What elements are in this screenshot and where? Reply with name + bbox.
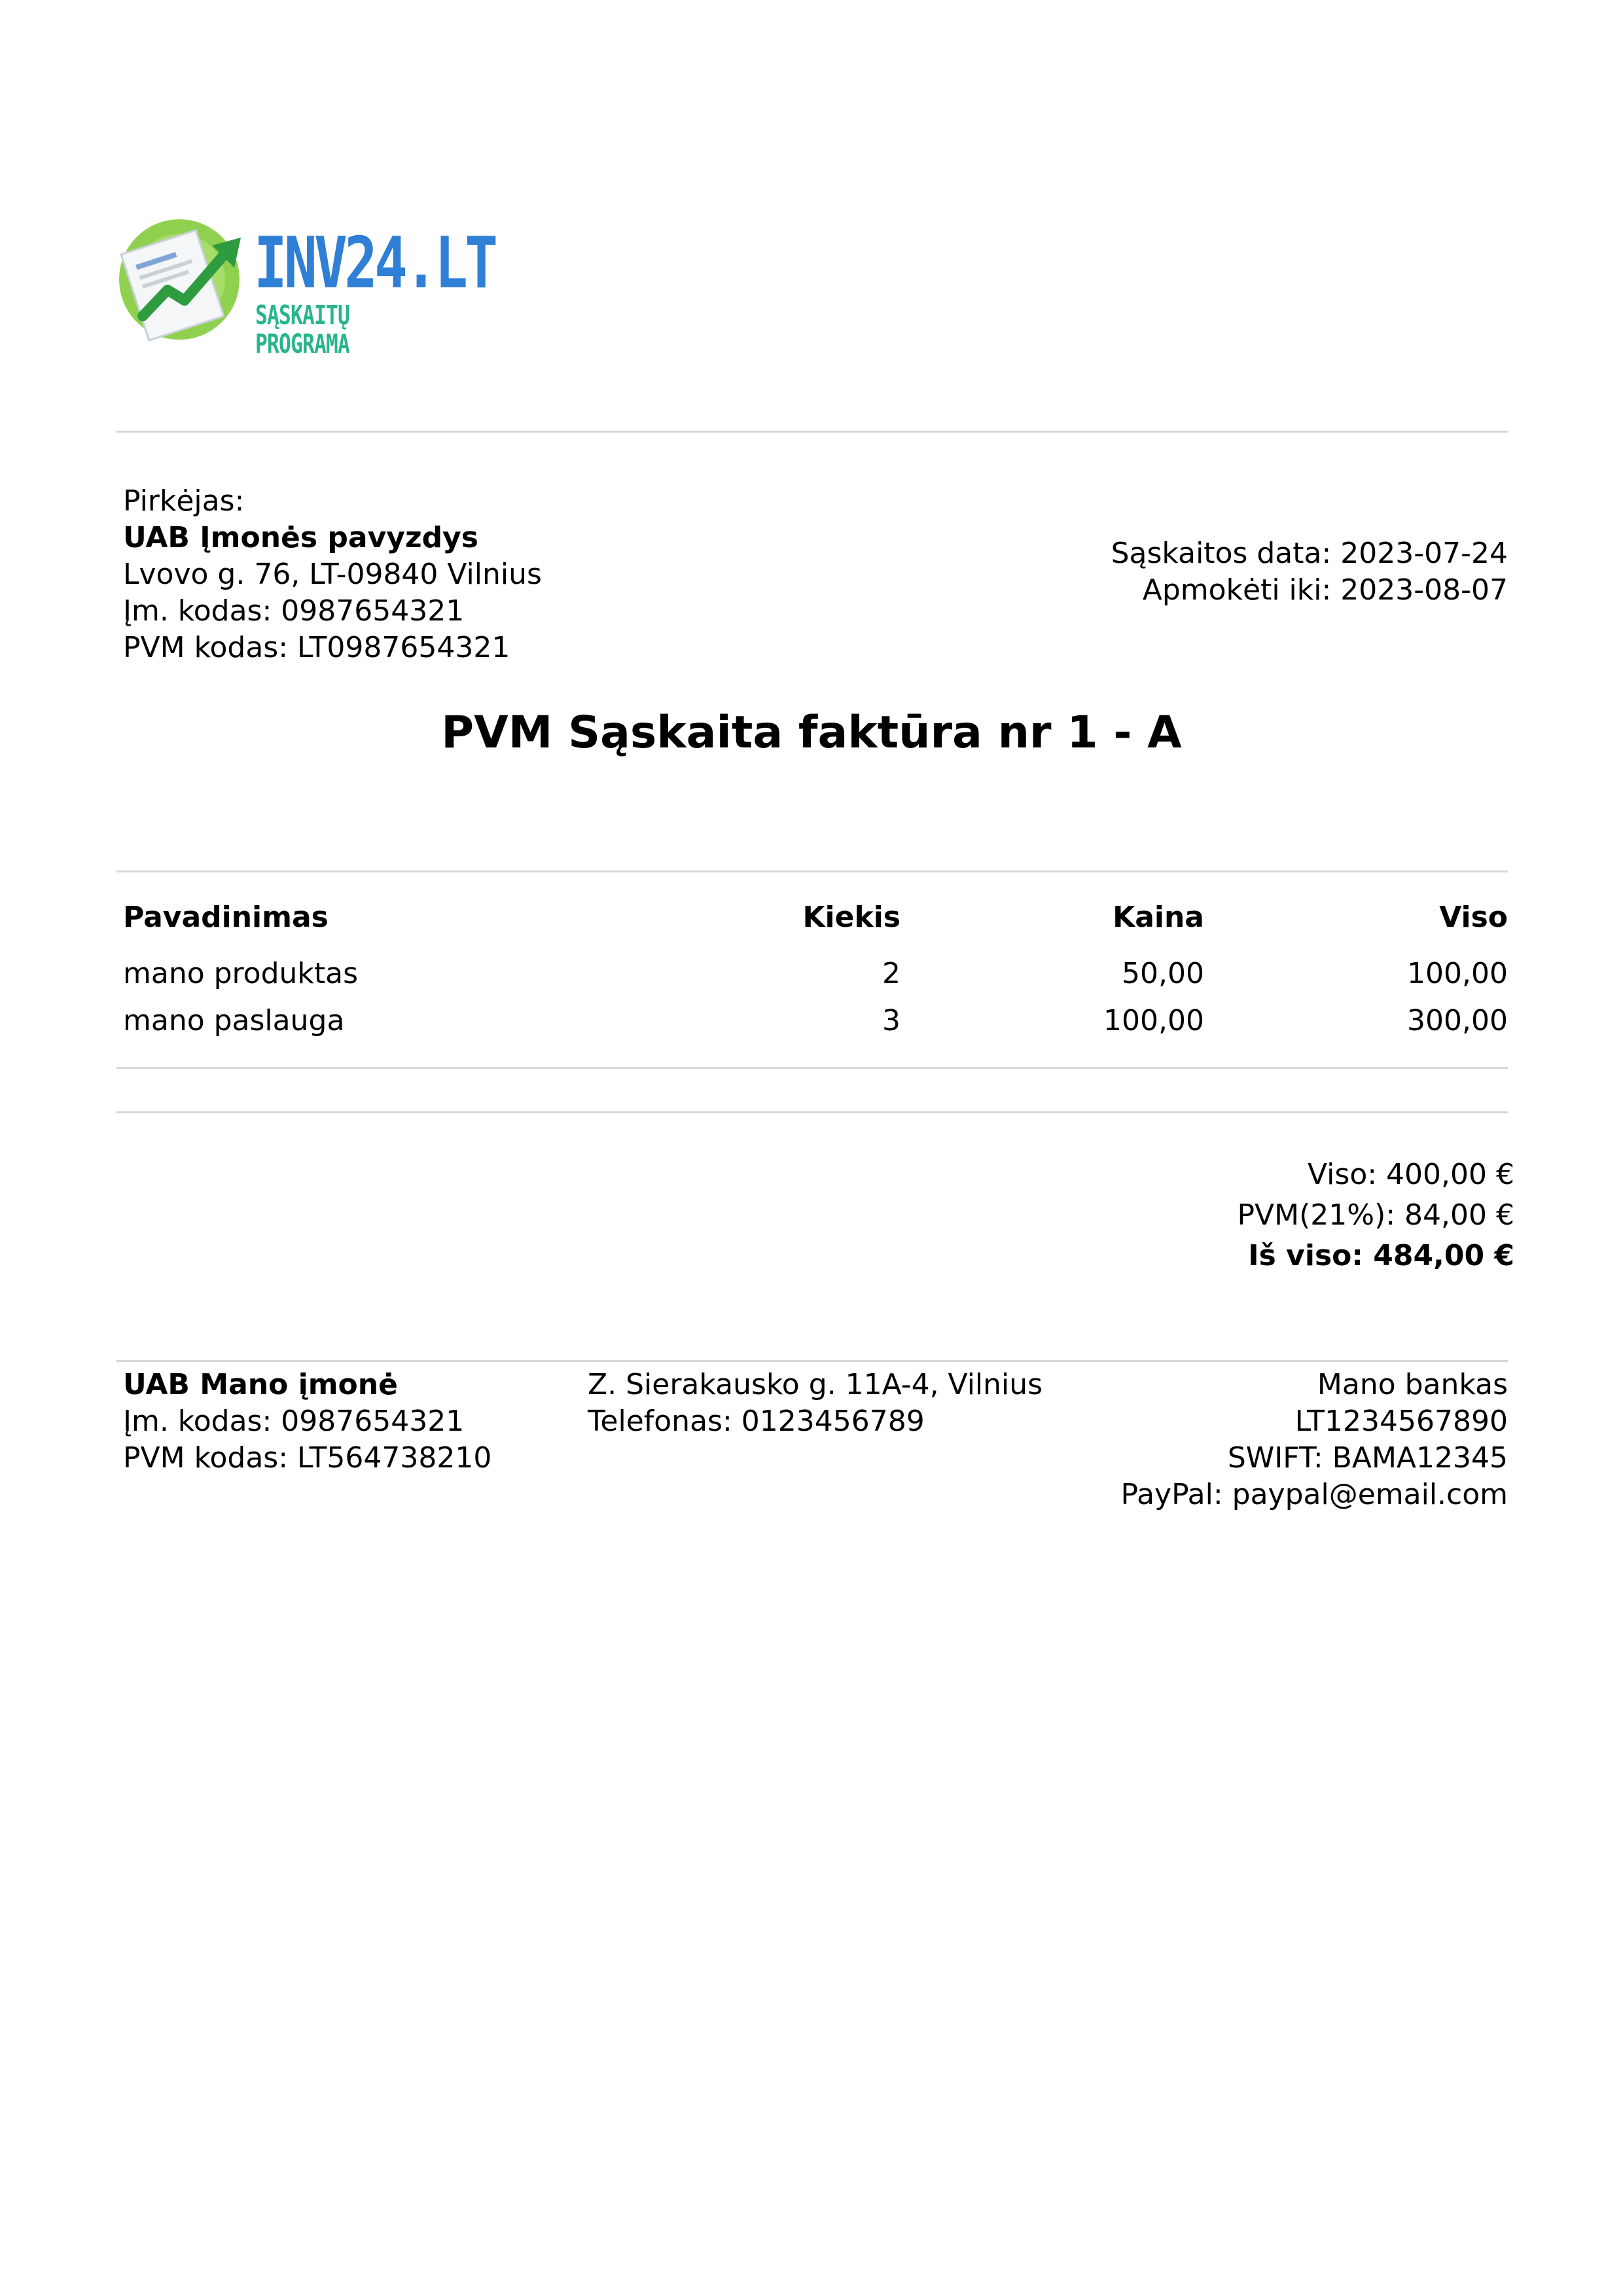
bank-swift: SWIFT: BAMA12345 [1227, 1441, 1508, 1475]
seller-vat-code: PVM kodas: LT564738210 [123, 1441, 492, 1475]
buyer-block [123, 483, 542, 666]
row-total: 300,00 [1407, 1004, 1508, 1037]
invoice-dates [1111, 535, 1508, 609]
logo-tagline-text: SĄSKAITŲ PROGRAMA [255, 300, 350, 359]
document-growth-arrow-icon [116, 211, 247, 342]
row-price: 100,00 [1103, 1004, 1204, 1037]
seller-block [123, 1367, 491, 1477]
header-price: Kaina [1113, 901, 1204, 934]
vat-total: PVM(21%): 84,00 € [1237, 1198, 1514, 1232]
buyer-label: Pirkėjas: [123, 484, 245, 518]
due-date: Apmokėti iki: 2023-08-07 [1142, 573, 1508, 607]
bank-name: Mano bankas [1317, 1368, 1508, 1401]
bank-account: LT1234567890 [1294, 1405, 1508, 1438]
buyer-vat-code: PVM kodas: LT0987654321 [123, 631, 510, 664]
grand-total: Iš viso: 484,00 € [1248, 1239, 1514, 1272]
subtotal: Viso: 400,00 € [1308, 1158, 1514, 1191]
buyer-company-code: Įm. kodas: 0987654321 [123, 594, 465, 628]
row-total: 100,00 [1407, 957, 1508, 990]
totals-top-divider [116, 1111, 1508, 1113]
row-qty: 2 [882, 957, 901, 990]
buyer-name: UAB Įmonės pavyzdys [123, 521, 478, 554]
invoice-title: PVM Sąskaita faktūra nr 1 - A [441, 707, 1182, 759]
seller-address: Z. Sierakausko g. 11A-4, Vilnius [588, 1368, 1043, 1401]
company-logo [116, 208, 495, 359]
seller-phone: Telefonas: 0123456789 [588, 1405, 925, 1438]
footer-divider [116, 1360, 1508, 1362]
seller-name: UAB Mano įmonė [123, 1368, 398, 1401]
logo-brand-text: INV24.LT [254, 223, 495, 304]
header-total: Viso [1439, 901, 1508, 934]
row-qty: 3 [882, 1004, 901, 1037]
row-name: mano produktas [123, 957, 359, 990]
bank-paypal: PayPal: paypal@email.com [1120, 1478, 1508, 1511]
bank-block [1121, 1367, 1508, 1513]
header-name: Pavadinimas [123, 901, 329, 934]
row-price: 50,00 [1122, 957, 1204, 990]
invoice-date: Sąskaitos data: 2023-07-24 [1111, 537, 1508, 570]
table-top-divider [116, 870, 1508, 872]
buyer-address: Lvovo g. 76, LT-09840 Vilnius [123, 558, 542, 591]
seller-company-code: Įm. kodas: 0987654321 [123, 1405, 465, 1438]
totals-block [1238, 1155, 1514, 1276]
header-divider [116, 431, 1508, 433]
row-name: mano paslauga [123, 1004, 345, 1037]
table-bottom-divider [116, 1067, 1508, 1069]
seller-contact-block [588, 1367, 1043, 1440]
header-qty: Kiekis [802, 901, 901, 934]
